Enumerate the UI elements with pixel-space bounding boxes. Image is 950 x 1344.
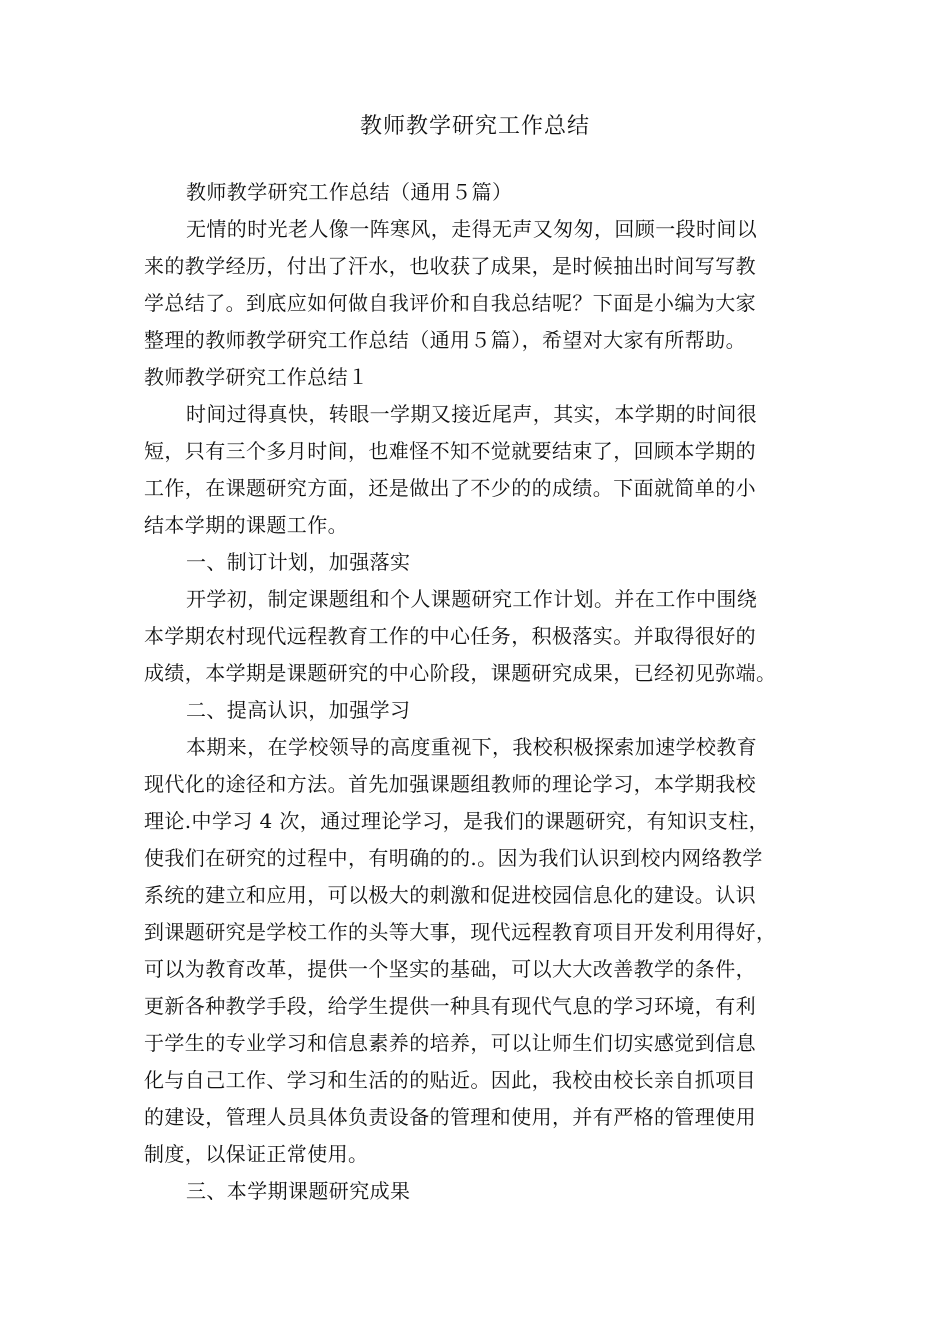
paragraph-line: 更新各种教学手段，给学生提供一种具有现代气息的学习环境，有利 — [144, 994, 756, 1018]
paragraph-line: 系统的建立和应用，可以极大的刺激和促进校园信息化的建设。认识 — [144, 883, 756, 907]
document-title: 教师教学研究工作总结 — [359, 114, 590, 139]
paragraph-line: 到课题研究是学校工作的头等大事，现代远程教育项目开发利用得好， — [144, 920, 777, 944]
paragraph-line: 的建设，管理人员具体负责设备的管理和使用，并有严格的管理使用 — [144, 1105, 756, 1129]
paragraph-line: 可以为教育改革，提供一个坚实的基础，可以大大改善教学的条件， — [144, 957, 756, 981]
paragraph-line: 化与自己工作、学习和生活的的贴近。因此，我校由校长亲自抓项目 — [144, 1068, 756, 1092]
paragraph-line: 现代化的途径和方法。首先加强课题组教师的理论学习，本学期我校 — [144, 772, 756, 796]
paragraph-line: 制度，以保证正常使用。 — [144, 1142, 369, 1166]
paragraph-line: 学总结了。到底应如何做自我评价和自我总结呢？下面是小编为大家 — [144, 291, 756, 315]
paragraph-line: 短，只有三个多月时间，也难怪不知不觉就要结束了，回顾本学期的 — [144, 439, 756, 463]
paragraph-line: 整理的教师教学研究工作总结（通用５篇），希望对大家有所帮助。 — [144, 328, 746, 352]
paragraph-line: 成绩，本学期是课题研究的中心阶段，课题研究成果，已经初见弥端。 — [144, 661, 777, 685]
section-heading: 三、本学期课题研究成果 — [186, 1179, 411, 1203]
paragraph-line: 理论.中学习 4 次，通过理论学习，是我们的课题研究，有知识支柱， — [144, 809, 769, 833]
paragraph-line: 使我们在研究的过程中，有明确的的.。因为我们认识到校内网络教学 — [144, 846, 763, 870]
section-heading: 教师教学研究工作总结１ — [144, 365, 369, 389]
paragraph-line: 本期来，在学校领导的高度重视下，我校积极探索加速学校教育 — [186, 735, 758, 759]
section-heading: 二、提高认识，加强学习 — [186, 698, 411, 722]
paragraph-line: 无情的时光老人像一阵寒风，走得无声又匆匆，回顾一段时间以 — [186, 217, 758, 241]
paragraph-line: 来的教学经历，付出了汗水，也收获了成果，是时候抽出时间写写教 — [144, 254, 756, 278]
paragraph-line: 时间过得真快，转眼一学期又接近尾声，其实，本学期的时间很 — [186, 402, 758, 426]
paragraph-line: 开学初，制定课题组和个人课题研究工作计划。并在工作中围绕 — [186, 587, 758, 611]
paragraph-line: 结本学期的课题工作。 — [144, 513, 348, 537]
paragraph-line: 于学生的专业学习和信息素养的培养，可以让师生们切实感觉到信息 — [144, 1031, 756, 1055]
section-heading: 一、制订计划，加强落实 — [186, 550, 411, 574]
document-body — [144, 174, 824, 1210]
paragraph-line: 本学期农村现代远程教育工作的中心任务，积极落实。并取得很好的 — [144, 624, 756, 648]
subtitle-line: 教师教学研究工作总结（通用５篇） — [186, 180, 513, 204]
paragraph-line: 工作，在课题研究方面，还是做出了不少的的成绩。下面就简单的小 — [144, 476, 756, 500]
